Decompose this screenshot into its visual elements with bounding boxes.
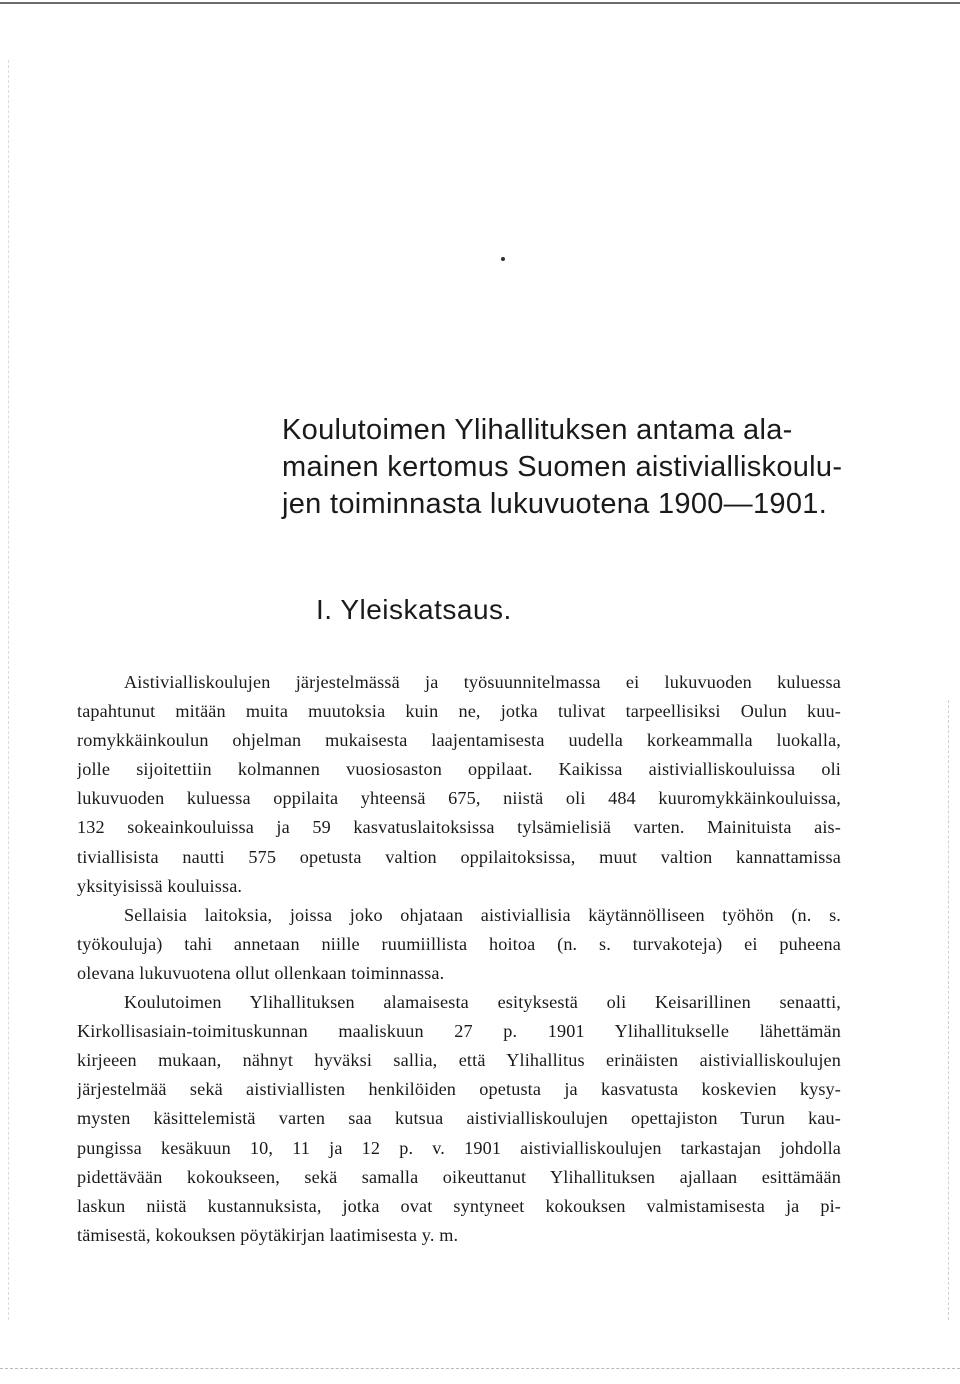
scan-edge-left [8,60,10,1320]
title-line: jen toiminnasta lukuvuotena 1900—1901. [282,488,828,520]
scan-speck [501,257,505,261]
document-title [282,412,852,523]
text-line: lukuvuoden kuluessa oppilaita yhteensä 675, niistä oli 484 kuuromykkäinkouluissa, [77,788,841,809]
text-line: 132 sokeainkouluissa ja 59 kasvatuslaitoksissa tylsämielisiä varten. Mainituista ais- [77,817,841,838]
text-line: Koulutoimen Ylihallituksen alamaisesta esityksestä oli Keisarillinen senaatti, [124,992,841,1013]
paragraph [77,668,841,901]
text-line: Aistivialliskoulujen järjestelmässä ja työsuunnitelmassa ei lukuvuoden kuluessa [124,672,841,692]
body-text [77,668,841,1250]
text-line: yksityisissä kouluissa. [77,875,243,896]
section-heading: I. Yleiskatsaus. [316,594,512,625]
text-line: tiviallisista nautti 575 opetusta valtion oppilaitoksissa, muut valtion kannattamissa [77,846,841,867]
text-line: kirjeeen mukaan, nähnyt hyväksi sallia, että Ylihallitus erinäisten aistivialliskoulujen [77,1050,841,1071]
scan-edge-right [948,700,950,1320]
text-line: laskun niistä kustannuksista, jotka ovat syntyneet kokouksen valmistamisesta ja pi- [77,1195,841,1216]
text-line: järjestelmää sekä aistiviallisten henkilöiden opetusta ja kasvatusta koskevien kysy- [77,1079,841,1100]
title-line: Koulutoimen Ylihallituksen antama ala- [282,414,793,446]
text-line: romykkäinkoulun ohjelman mukaisesta laajentamisesta uudella korkeammalla luokalla, [77,730,841,751]
text-line: pungissa kesäkuun 10, 11 ja 12 p. v. 1901 aistivialliskoulujen tarkastajan johdolla [77,1137,841,1158]
text-line: työkouluja) tahi annetaan niille ruumiillista hoitoa (n. s. turvakoteja) ei puheena [77,933,841,954]
text-line: tämisestä, kokouksen pöytäkirjan laatimisesta y. m. [77,1224,459,1245]
text-line: tapahtunut mitään muita muutoksia kuin ne, jotka tulivat tarpeellisiksi Oulun kuu- [77,701,841,722]
text-line: olevana lukuvuotena ollut ollenkaan toiminnassa. [77,962,445,983]
paragraph [77,901,841,988]
text-line: Kirkollisasiain-toimituskunnan maaliskuun 27 p. 1901 Ylihallitukselle lähettämän [77,1021,841,1042]
scan-edge-top [0,2,960,4]
title-line: mainen kertomus Suomen aistivialliskoulu- [282,451,843,483]
text-line: pidettävään kokoukseen, sekä samalla oikeuttanut Ylihallituksen ajallaan esittämään [77,1166,841,1187]
text-line: mysten käsittelemistä varten saa kutsua aistivialliskoulujen opettajiston Turun kau- [77,1108,841,1129]
text-line: jolle sijoitettiin kolmannen vuosiosaston oppilaat. Kaikissa aistivialliskouluissa oli [77,759,841,780]
scan-edge-bottom [0,1368,960,1370]
paragraph [77,988,841,1250]
text-line: Sellaisia laitoksia, joissa joko ohjataan aistiviallisia käytännölliseen työhön (n. s. [124,904,841,925]
